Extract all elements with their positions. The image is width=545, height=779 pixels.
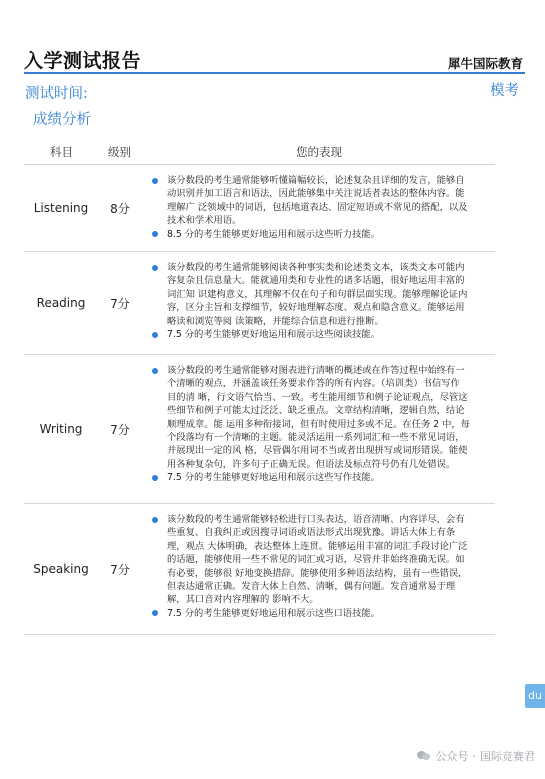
bullet-item bbox=[150, 471, 495, 484]
level-cell: 8分 bbox=[110, 201, 130, 216]
line-text: 技术和学术用语。 bbox=[167, 215, 242, 227]
text-line bbox=[150, 187, 495, 200]
header-performance: 您的表现 bbox=[296, 145, 342, 159]
side-tab[interactable]: du bbox=[525, 684, 545, 708]
line-text: 7.5 分的考生能够更好地运用和展示这些阅读技能。 bbox=[167, 329, 380, 341]
performance-cell bbox=[150, 355, 495, 503]
subject-cell: Speaking bbox=[33, 562, 89, 576]
text-line bbox=[150, 391, 495, 404]
line-text: 容，区分主旨和支撑细节，较好地理解态度、观点和隐含意义。能够运用 bbox=[167, 302, 465, 314]
bullet-item bbox=[150, 328, 495, 341]
line-text: 7.5 分的考生能够更好地运用和展示这些写作技能。 bbox=[167, 472, 380, 484]
level-cell: 7分 bbox=[110, 296, 130, 311]
text-line bbox=[150, 301, 495, 314]
table-row bbox=[24, 355, 495, 504]
header-divider bbox=[24, 72, 525, 74]
bullet-icon bbox=[152, 517, 158, 523]
watermark-separator: · bbox=[472, 749, 476, 763]
text-line bbox=[150, 274, 495, 287]
performance-cell bbox=[150, 504, 495, 634]
bullet-icon bbox=[152, 368, 158, 374]
text-line bbox=[150, 315, 495, 328]
text-line bbox=[150, 553, 495, 566]
text-line bbox=[150, 526, 495, 539]
text-line bbox=[150, 540, 495, 553]
score-analysis-title: 成绩分析 bbox=[33, 112, 91, 128]
text-line bbox=[150, 580, 495, 593]
table-row bbox=[24, 165, 495, 252]
text-line bbox=[150, 593, 495, 606]
line-text: 顺理成章。能 运用多种衔接词，但有时使用过多或不足。在任务 2 中，每 bbox=[167, 418, 470, 430]
line-text: 词汇知 识建构意义，其理解不仅在句子和句群层面实现。能够理解论证内 bbox=[167, 288, 468, 300]
watermark bbox=[417, 748, 536, 764]
line-text: 个清晰的观点，并涵盖该任务要求作答的所有内容。（培训类）书信写作 bbox=[167, 378, 460, 390]
bullet-icon bbox=[152, 231, 158, 237]
bullet-icon bbox=[152, 332, 158, 338]
line-text: 7.5 分的考生能够更好地运用和展示这些口语技能。 bbox=[167, 607, 380, 619]
watermark-right: 国际竞赛君 bbox=[480, 750, 535, 763]
table-row bbox=[24, 252, 495, 355]
line-text: 该分数段的考生通常能够听懂篇幅较长，论述复杂且详细的发言，能够自 bbox=[167, 175, 465, 186]
subject-cell: Listening bbox=[33, 201, 89, 215]
text-line bbox=[150, 418, 495, 431]
level-cell: 7分 bbox=[110, 422, 130, 437]
line-text: 该分数段的考生通常能够阅读各种事实类和论述类文本，该类文本可能内 bbox=[167, 262, 465, 273]
line-text: 该分数段的考生通常能够轻松进行口头表达，语音清晰、内容详尽，会有 bbox=[167, 514, 465, 525]
bullet-icon bbox=[152, 610, 158, 616]
level-cell: 7分 bbox=[110, 562, 130, 577]
score-table bbox=[24, 138, 495, 635]
bullet-icon bbox=[152, 265, 158, 271]
text-line bbox=[150, 201, 495, 214]
bullet-item bbox=[150, 174, 495, 187]
subject-cell: Reading bbox=[36, 296, 86, 310]
line-text: 并展现出一定的风 格，尽管偶尔用词不当或者出现拼写或词形错误。能使 bbox=[167, 445, 468, 457]
line-text: 些细节和例子可能太过泛泛、缺乏重点。文章结构清晰，逻辑自然，结论 bbox=[167, 405, 465, 417]
text-line bbox=[150, 404, 495, 417]
line-text: 动识别并加工语言和语法，因此能够集中关注说话者表达的整体内容。能 bbox=[167, 188, 465, 200]
bullet-icon bbox=[152, 178, 158, 184]
line-text: 容复杂且信息量大。能就通用类和专业性的诸多话题，很好地运用丰富的 bbox=[167, 275, 465, 287]
bullet-item bbox=[150, 261, 495, 274]
brand-name: 犀牛国际教育 bbox=[447, 56, 523, 71]
text-line bbox=[150, 288, 495, 301]
table-header bbox=[24, 138, 495, 165]
line-text: 用各种复杂句，许多句子正确无误。但语法及标点符号仍有几处错误。 bbox=[167, 458, 456, 470]
bullet-item bbox=[150, 228, 495, 241]
subject-cell: Writing bbox=[39, 422, 83, 436]
line-text: 理解广 泛领域中的词语，包括地道表达、固定短语或不常见的搭配，以及 bbox=[167, 201, 468, 213]
text-line bbox=[150, 431, 495, 444]
text-line bbox=[150, 377, 495, 390]
header-subject: 科目 bbox=[50, 145, 73, 159]
line-text: 但表达通常正确。发音大体上自然、清晰，偶有问题。发音通常易于理 bbox=[167, 581, 456, 593]
bullet-item bbox=[150, 513, 495, 526]
text-line bbox=[150, 458, 495, 471]
text-line bbox=[150, 567, 495, 580]
performance-cell bbox=[150, 252, 495, 354]
bullet-icon bbox=[152, 475, 158, 481]
line-text: 8.5 分的考生能够更好地运用和展示这些听力技能。 bbox=[167, 228, 380, 240]
bullet-item bbox=[150, 364, 495, 377]
line-text: 目的清 晰，行文语气恰当、一致。考生能用细节和例子论证观点，尽管这 bbox=[167, 391, 468, 403]
line-text: 解，其口音对内容理解的 影响不大。 bbox=[167, 594, 319, 606]
text-line bbox=[150, 214, 495, 227]
line-text: 个段落均有一个清晰的主题。能灵活运用一系列词汇和一些不常见词语， bbox=[167, 432, 465, 444]
line-text: 该分数段的考生通常能够对图表进行清晰的概述或在作答过程中始终有一 bbox=[167, 365, 465, 376]
line-text: 些重复、自我纠正或因搜寻词语或语法形式出现犹豫。讲话大体上有条 bbox=[167, 527, 456, 539]
mock-exam-tag: 模考 bbox=[490, 83, 519, 99]
text-line bbox=[150, 444, 495, 457]
report-header bbox=[24, 44, 525, 74]
header-level: 级别 bbox=[108, 145, 131, 159]
table-row bbox=[24, 504, 495, 635]
wechat-icon bbox=[417, 750, 431, 762]
bullet-item bbox=[150, 607, 495, 620]
line-text: 有必要，能够很 好地变换措辞。能够使用多种语法结构，虽有一些错误， bbox=[167, 567, 468, 579]
line-text: 理，观点 大体明确，表达整体上连贯。能够运用丰富的词汇手段讨论广泛 bbox=[167, 540, 468, 552]
table-body bbox=[24, 165, 495, 635]
line-text: 略读和浏览等阅 读策略，并能综合信息和进行推断。 bbox=[167, 315, 384, 327]
performance-cell bbox=[150, 165, 495, 251]
report-title: 入学测试报告 bbox=[24, 50, 142, 72]
watermark-left: 公众号 bbox=[435, 750, 469, 763]
line-text: 的话题，能够使用一些不常见的词汇或习语，尽管并非始终准确无误。如 bbox=[167, 554, 465, 566]
test-time-label: 测试时间: bbox=[25, 86, 88, 102]
